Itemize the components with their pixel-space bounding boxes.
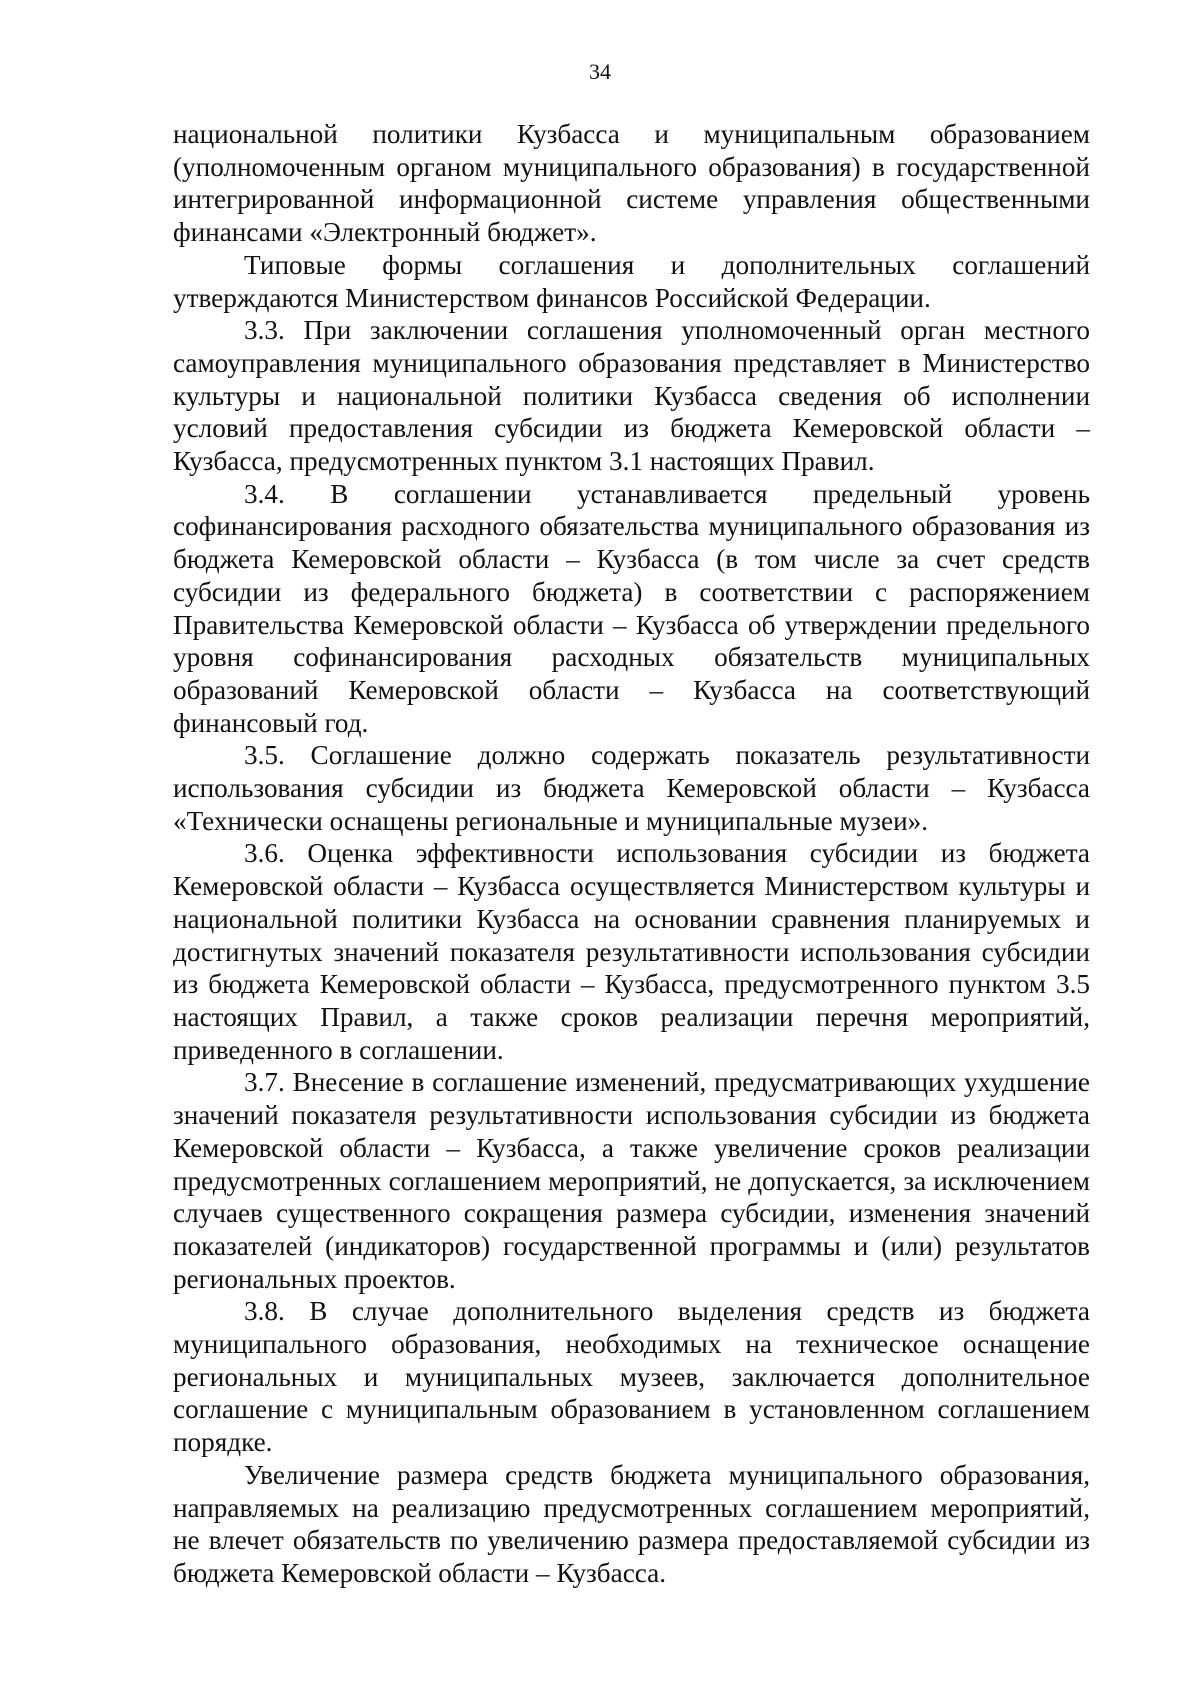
- paragraph-typical-forms: Типовые формы соглашения и дополнительных соглашений утверждаются Министерством финансов Российской Федерации.: [173, 249, 1090, 313]
- paragraph-3-7: 3.7. Внесение в соглашение изменений, предусматривающих ухудшение значений показателя результативности использования субсидии из бюджета Кемеровской области – Кузбасса, а также увеличение сроков реализации предусмотренных соглашением мероприятий, не допускается, за исключением случаев существенного сокращения размера субсидии, изменения значений показателей (индикаторов) государственной программы и (или) результатов региональных проектов.: [173, 1067, 1090, 1294]
- page-number: 34: [589, 59, 611, 84]
- paragraph-continuation: национальной политики Кузбасса и муниципальным образованием (уполномоченным органом муниципального образования) в государственной интегрированной информационной системе управления общественными финансами «Электронный бюджет».: [173, 119, 1090, 248]
- paragraph-increase: Увеличение размера средств бюджета муниципального образования, направляемых на реализацию предусмотренных соглашением мероприятий, не влечет обязательств по увеличению размера предоставляемой субсидии из бюджета Кемеровской области – Кузбасса.: [173, 1459, 1090, 1588]
- paragraph-3-4: 3.4. В соглашении устанавливается предельный уровень софинансирования расходного обязательства муниципального образования из бюджета Кемеровской области – Кузбасса (в том числе за счет средств субсидии из федерального бюджета) в соответствии с распоряжением Правительства Кемеровской области – Кузбасса об утверждении предельного уровня софинансирования расходных обязательств муниципальных образований Кемеровской области – Кузбасса на соответствующий финансовый год.: [173, 478, 1090, 738]
- paragraph-3-3: 3.3. При заключении соглашения уполномоченный орган местного самоуправления муниципального образования представляет в Министерство культуры и национальной политики Кузбасса сведения об исполнении условий предоставления субсидии из бюджета Кемеровской области – Кузбасса, предусмотренных пунктом 3.1 настоящих Правил.: [173, 315, 1090, 477]
- document-body: [173, 118, 1090, 1590]
- paragraph-3-5: 3.5. Соглашение должно содержать показатель результативности использования субсидии из бюджета Кемеровской области – Кузбасса «Технически оснащены региональные и муниципальные музеи».: [173, 740, 1090, 836]
- paragraph-3-8: 3.8. В случае дополнительного выделения средств из бюджета муниципального образования, необходимых на техническое оснащение региональных и муниципальных музеев, заключается дополнительное соглашение с муниципальным образованием в установленном соглашением порядке.: [173, 1296, 1090, 1458]
- paragraph-3-6: 3.6. Оценка эффективности использования субсидии из бюджета Кемеровской области – Кузбасса осуществляется Министерством культуры и национальной политики Кузбасса на основании сравнения планируемых и достигнутых значений показателя результативности использования субсидии из бюджета Кемеровской области – Кузбасса, предусмотренного пунктом 3.5 настоящих Правил, а также сроков реализации перечня мероприятий, приведенного в соглашении.: [173, 838, 1090, 1065]
